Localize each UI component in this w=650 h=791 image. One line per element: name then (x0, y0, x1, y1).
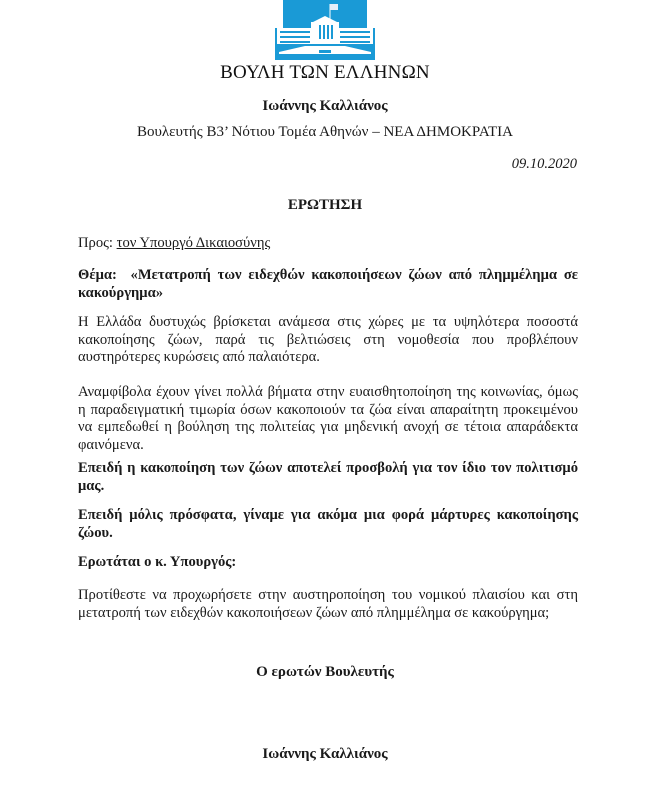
question (78, 587, 578, 622)
hellenic-parliament-building-icon (275, 0, 375, 60)
addressee (78, 235, 578, 253)
question-text: Προτίθεστε να προχωρήσετε στην αυστηροποίηση του νομικού πλαισίου και στη μετατροπή των ειδεχθών κακοποιήσεων ζώων από πλημμέλημα σε κακούργημα; (78, 587, 578, 621)
subject-label: Θέμα: (78, 267, 117, 283)
paragraph-text: Αναμφίβολα έχουν γίνει πολλά βήματα στην ευαισθητοποίηση της κοινωνίας, όμως η παραδειγματική τιμωρία όσων κακοποιούν τα ζώα είναι απαραίτητη προκειμένου να εμπεδωθεί η βούληση της πολιτείας για μηδενική ανοχή σε τέτοια απαράδεκτα φαινόμενα. (78, 384, 578, 453)
question-label: Ερωτάται ο κ. Υπουργός: (78, 554, 237, 570)
addressee-value: τον Υπουργό Δικαιοσύνης (116, 235, 271, 251)
whereas-text: Επειδή η κακοποίηση των ζώων αποτελεί προσβολή για τον ίδιο τον πολιτισμό μας. (78, 460, 578, 494)
whereas-2 (78, 507, 578, 542)
subject-value: «Μετατροπή των ειδεχθών κακοποιήσεων ζώων από πλημμέλημα σε κακούργημα» (78, 267, 578, 301)
signature-title: Ο ερωτών Βουλευτής (256, 664, 394, 680)
signature-name: Ιωάννης Καλλιάνος (262, 746, 388, 762)
institution-name: ΒΟΥΛΗ ΤΩΝ ΕΛΛΗΝΩΝ (220, 62, 430, 83)
whereas-1 (78, 460, 578, 495)
document-date: 09.10.2020 (511, 156, 577, 172)
addressee-label: Προς: (78, 235, 113, 251)
subject (78, 266, 578, 302)
paragraph-2 (78, 384, 578, 454)
paragraph-1 (78, 314, 578, 367)
whereas-text: Επειδή μόλις πρόσφατα, γίναμε για ακόμα μια φορά μάρτυρες κακοποίησης ζώου. (78, 507, 578, 541)
author-role: Βουλευτής Β3’ Νότιου Τομέα Αθηνών – ΝΕΑ ΔΗΜΟΚΡΑΤΙΑ (136, 124, 514, 140)
paragraph-text: Η Ελλάδα δυστυχώς βρίσκεται ανάμεσα στις χώρες με τα υψηλότερα ποσοστά κακοποίησης ζώων, παρά τις βελτιώσεις στη νομοθεσία που προβλέπουν αυστηρότερες κυρώσεις από παλαιότερα. (78, 314, 578, 365)
author-name: Ιωάννης Καλλιάνος (262, 98, 388, 114)
document-type-title: ΕΡΩΤΗΣΗ (287, 197, 363, 213)
